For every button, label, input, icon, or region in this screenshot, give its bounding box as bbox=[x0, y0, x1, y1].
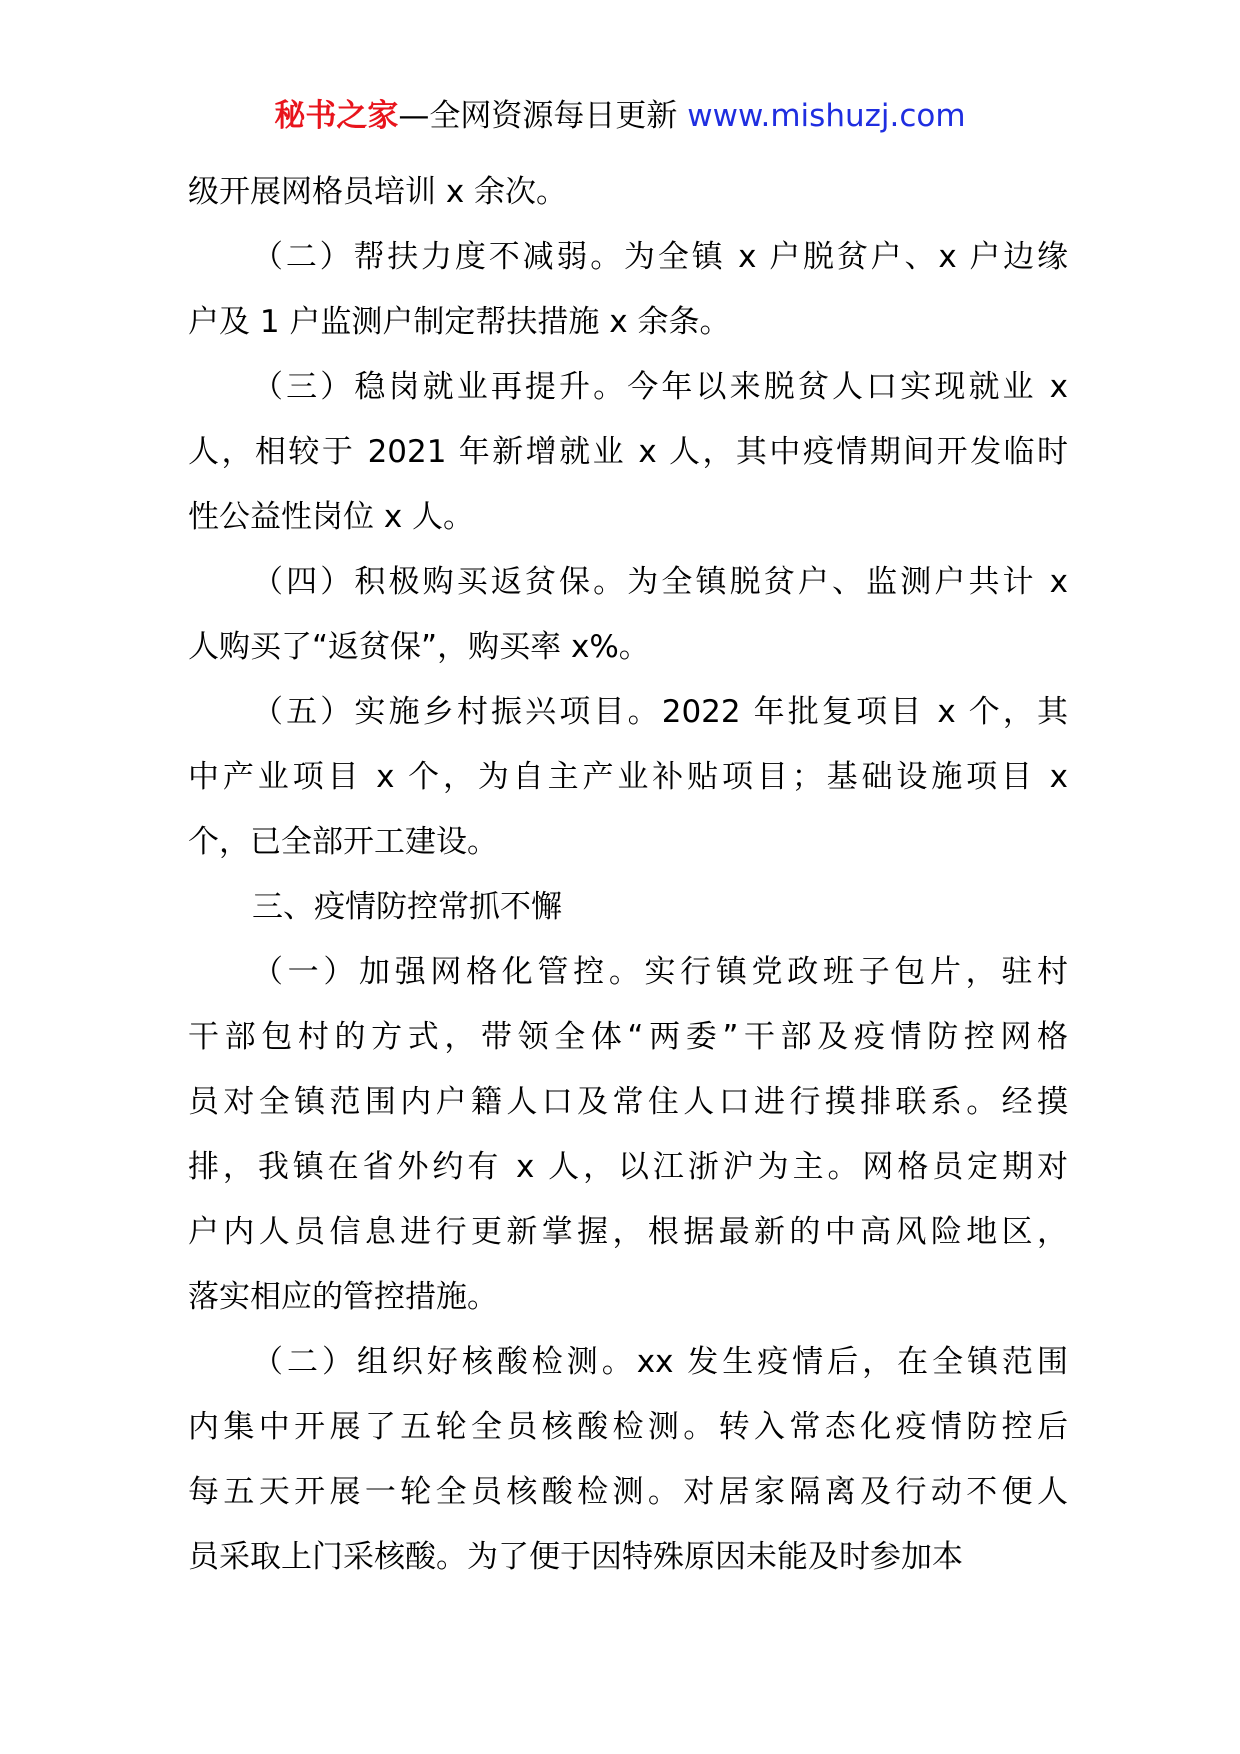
paragraph-line: 中产业项目 x 个，为自主产业补贴项目；基础设施项目 x bbox=[188, 759, 1068, 795]
paragraph-line: 人，相较于 2021 年新增就业 x 人，其中疫情期间开发临时 bbox=[188, 434, 1068, 470]
paragraph-line: 户及 1 户监测户制定帮扶措施 x 余条。 bbox=[188, 304, 731, 340]
paragraph bbox=[188, 160, 1068, 225]
paragraph-line: 排，我镇在省外约有 x 人，以江浙沪为主。网格员定期对 bbox=[188, 1149, 1068, 1185]
paragraph-line: 干部包村的方式，带领全体“两委”干部及疫情防控网格 bbox=[188, 1019, 1068, 1055]
paragraph-line: （二）组织好核酸检测。xx 发生疫情后，在全镇范围 bbox=[252, 1344, 1068, 1380]
paragraph-line: （二）帮扶力度不减弱。为全镇 x 户脱贫户、x 户边缘 bbox=[252, 239, 1068, 275]
paragraph-line: （一）加强网格化管控。实行镇党政班子包片，驻村 bbox=[252, 954, 1068, 990]
paragraph bbox=[188, 225, 1068, 355]
site-header bbox=[0, 96, 1240, 136]
paragraph-line: 内集中开展了五轮全员核酸检测。转入常态化疫情防控后 bbox=[188, 1409, 1068, 1445]
paragraph-line: 人购买了“返贫保”，购买率 x%。 bbox=[188, 629, 650, 665]
paragraph-line: 员采取上门采核酸。为了便于因特殊原因未能及时参加本 bbox=[188, 1539, 963, 1575]
paragraph bbox=[188, 680, 1068, 875]
paragraph-line: 每五天开展一轮全员核酸检测。对居家隔离及行动不便人 bbox=[188, 1474, 1068, 1510]
paragraph bbox=[188, 875, 1068, 940]
paragraph-line: 员对全镇范围内户籍人口及常住人口进行摸排联系。经摸 bbox=[188, 1084, 1068, 1120]
paragraph-line: （四）积极购买返贫保。为全镇脱贫户、监测户共计 x bbox=[252, 564, 1068, 600]
paragraph-line: （五）实施乡村振兴项目。2022 年批复项目 x 个，其 bbox=[252, 694, 1068, 730]
paragraph-line: 性公益性岗位 x 人。 bbox=[188, 499, 475, 535]
site-url-link[interactable]: www.mishuzj.com bbox=[687, 98, 966, 134]
paragraph-line: 个，已全部开工建设。 bbox=[188, 824, 498, 860]
paragraph-line: 落实相应的管控措施。 bbox=[188, 1279, 498, 1315]
header-tagline: —全网资源每日更新 bbox=[398, 98, 678, 134]
paragraph bbox=[188, 355, 1068, 550]
paragraph-line: 级开展网格员培训 x 余次。 bbox=[188, 174, 568, 210]
paragraph-line: 户内人员信息进行更新掌握，根据最新的中高风险地区， bbox=[188, 1214, 1068, 1250]
document-body bbox=[188, 160, 1068, 1590]
paragraph bbox=[188, 1330, 1068, 1590]
paragraph-line: 三、疫情防控常抓不懈 bbox=[252, 889, 562, 925]
paragraph bbox=[188, 940, 1068, 1330]
brand-name: 秘书之家 bbox=[274, 98, 399, 134]
paragraph-line: （三）稳岗就业再提升。今年以来脱贫人口实现就业 x bbox=[252, 369, 1068, 405]
paragraph bbox=[188, 550, 1068, 680]
